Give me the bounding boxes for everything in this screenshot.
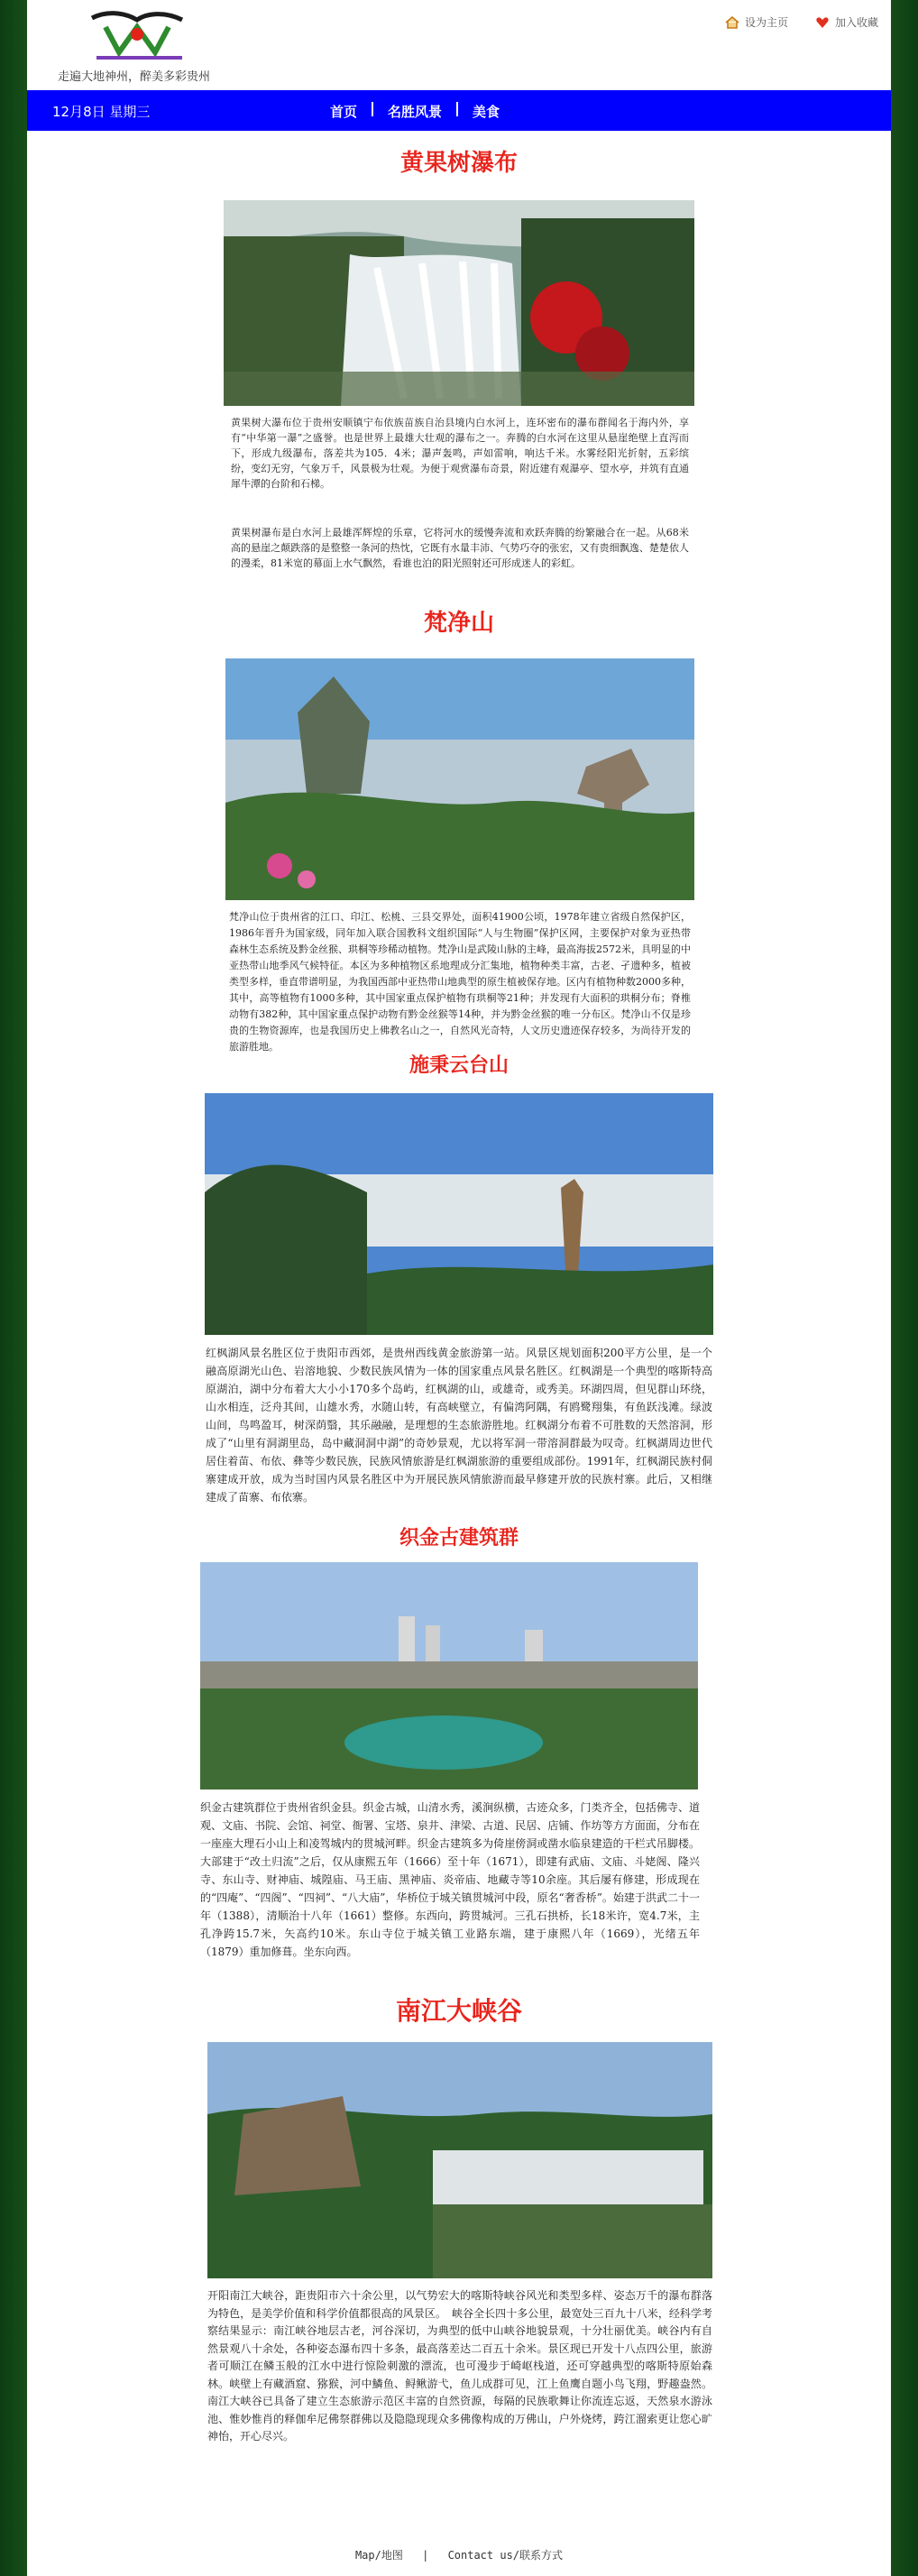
footer-links [27,2547,891,2562]
home-icon [725,16,739,29]
header-links [725,14,878,30]
section-title: 黄果树瀑布 [399,150,518,177]
set-home-label: 设为主页 [744,16,788,29]
add-favorite-link[interactable] [815,14,878,30]
section-paragraph: 黄果树大瀑布位于贵州安顺镇宁布依族苗族自治县境内白水河上，连环密布的瀑布群闻名于海内外，享有“中华第一瀑”之盛誉。也是世界上最雄大壮观的瀑布之一。奔腾的白水河在这里从悬崖绝壁上直泻而下，形成九级瀑布，落差共为105．4米；瀑声轰鸣，声如雷响，响达千米。水雾经阳光折射，五彩缤纷，变幻无穷，气象万千，风景极为壮观。为便于观赏瀑布奇景，附近建有观瀑亭、望水亭，并筑有直通犀牛潭的台阶和石梯。 [231,417,689,490]
mountain-image [225,658,694,900]
section-paragraph: 红枫湖风景名胜区位于贵阳市西郊，是贵州西线黄金旅游第一站。风景区规划面积200平方公里，是一个融高原湖光山色、岩溶地貌、少数民族风情为一体的国家重点风景名胜区。红枫湖是一个典型的喀斯特高原湖泊，湖中分布着大大小小170多个岛屿，红枫湖的山，或雄奇，或秀美。环湖四周，但见群山环绕，山水相连，泛舟其间，山雄水秀，水随山转，有高峡壁立，有偏湾阿隅，有鸥鹭翔集，有鱼跃浅滩。绿波山间，鸟鸣盈耳，树深荫翳，其乐融融，是理想的生态旅游胜地。红枫湖分布着不可胜数的天然溶洞，形成了“山里有洞湖里岛，岛中藏洞洞中湖”的奇妙景观，尤以将军洞一带溶洞群最为叹奇。红枫湖周边世代居住着苗、布依、彝等少数民族，民族风情旅游是红枫湖旅游的重要组成部份。1991年，红枫湖民族村侗寨建成开放，成为当时国内风景名胜区中为开展民族风情旅游而最早修建开放的民族村寨。此后，又相继建成了苗寨、布依寨。 [206,1347,712,1504]
nav-item-home[interactable]: 首页 [330,104,358,120]
section-title: 梵净山 [423,610,494,637]
footer-divider: | [422,2549,429,2562]
main-navbar [27,90,891,131]
waterfall-photo [224,200,694,406]
add-favorite-label: 加入收藏 [834,16,878,29]
set-home-link[interactable] [725,14,788,30]
nav-menu [330,102,500,121]
nav-divider [456,102,458,116]
zhijin-image [200,1562,698,1789]
current-date: 12月8日 星期三 [52,104,151,120]
nanjiang-photo [207,2042,712,2278]
site-logo[interactable] [56,9,290,86]
nanjiang-image [207,2042,712,2278]
section-title: 施秉云台山 [409,1053,509,1077]
section-paragraph: 黄果树瀑布是白水河上最雄浑辉煌的乐章，它将河水的缓慢奔流和欢跃奔腾的纷繁融合在一起。从68米高的悬崖之颠跌落的是整整一条河的热忱，它既有水量丰沛、气势巧夺的张宏，又有贵细飘逸、楚楚依人的漫柔，81米宽的幕面上水气飘然，看谁也泊的阳光照射还可形成迷人的彩虹。 [231,527,689,569]
footer-contact-link[interactable]: Contact us/联系方式 [447,2549,564,2562]
zhijin-photo [200,1562,698,1789]
page-container [27,0,891,2576]
logo-mark [56,9,209,65]
mountain-photo [225,658,694,900]
nav-item-scenery[interactable]: 名胜风景 [388,104,443,120]
yuntaishan-image [205,1093,713,1335]
site-header [27,0,891,90]
nav-divider [372,102,373,116]
section-title: 南江大峡谷 [395,1996,522,2026]
site-footer [27,2525,891,2576]
section-title: 织金古建筑群 [399,1526,519,1550]
logo-tagline: 走遍大地神州，醉美多彩贵州 [58,70,211,84]
yuntaishan-photo [205,1093,713,1335]
section-paragraph: 织金古建筑群位于贵州省织金县。织金古城，山清水秀，溪涧纵横，古迹众多，门类齐全，包括佛寺、道观、文庙、书院、会馆、祠堂、衙署、宝塔、泉井、津梁、古道、民居、店铺、作坊等方方面面，分布在一座座大理石小山上和凌驾城内的贯城河畔。织金古建筑多为倚崖傍洞或凿水临泉建造的干栏式吊脚楼。大部建于“改土归流”之后，仅从康熙五年（1666）至十年（1671），即建有武庙、文庙、斗姥阁、隆兴寺、东山寺、财神庙、城隍庙、马王庙、黑神庙、炎帝庙、地藏寺等10余座。其后屡有修建，形成现在的“四庵”、“四阁”、“四祠”、“八大庙”，华桥位于城关镇贯城河中段，原名“奢香桥”。始建于洪武二十一年（1388），清顺治十八年（1661）整修。东西向，跨贯城河。三孔石拱桥，长18米许，宽4.7米，主孔净跨15.7米，矢高约10米。东山寺位于城关镇工业路东端，建于康熙八年（1669），光绪五年（1879）重加修葺。坐东向西。 [200,1801,700,1958]
footer-map-link[interactable]: Map/地图 [354,2549,403,2562]
section-paragraph: 开阳南江大峡谷，距贵阳市六十余公里，以气势宏大的喀斯特峡谷风光和类型多样、姿态万千的瀑布群落为特色，是美学价值和科学价值都很高的风景区。 峡谷全长四十多公里，最宽处三百九十八米，经科学考察结果显示：南江峡谷地层古老，河谷深切，为典型的低中山峡谷地貌景观，十分壮丽优美。峡谷内有自然景观八十余处，各种姿态瀑布四十多条，最高落差达二百五十余米。景区现已开发十八点四公里，旅游者可顺江在鳞玉般的江水中进行惊险刺激的漂流，也可漫步于崎岖栈道，还可穿越典型的喀斯特原始森林。峡壁上有藏酒窟、猕猴，河中鱗鱼、鲟鳅游弋，鱼儿成群可见，江上鱼鹰自题小鸟飞翔，野趣盎然。南江大峡谷已具备了建立生态旅游示范区丰富的自然资源，每隔的民族歌舞让你流连忘返，天然泉水游泳池、惟妙惟肖的释伽牟尼佛祭群佛以及隐隐现现众多佛像构成的万佛山，户外烧烤，跨江溜索更让您心旷神怡，开心尽兴。 [207,2289,712,2443]
section-paragraph: 梵净山位于贵州省的江口、印江、松桃、三县交界处，面积41900公顷，1978年建立省级自然保护区，1986年晋升为国家级，同年加入联合国教科文组织国际“人与生物圈”保护区网，主要保护对象为亚热带森林生态系统及黔金丝猴、珙桐等珍稀动植物。梵净山是武陵山脉的主峰，最高海拔2572米，具明显的中亚热带山地季风气候特征。本区为多种植物区系地理成分汇集地，植物种类丰富，古老、孑遗种多，植被类型多样，垂直带谱明显，为我国西部中亚热带山地典型的原生植被保存地。区内有植物种数2000多种，其中，高等植物有1000多种，其中国家重点保护植物有珙桐等21种；并发现有大面积的珙桐分布；脊椎动物有382种，其中国家重点保护动物有黔金丝猴等14种，并为黔金丝猴的唯一分布区。梵净山不仅是珍贵的生物资源库，也是我国历史上佛教名山之一，自然风光奇特，人文历史遗迹保存较多，为尚待开发的旅游胜地。 [229,911,691,1053]
waterfall-image [224,200,694,406]
heart-icon [815,16,830,29]
nav-item-food[interactable]: 美食 [473,104,500,120]
